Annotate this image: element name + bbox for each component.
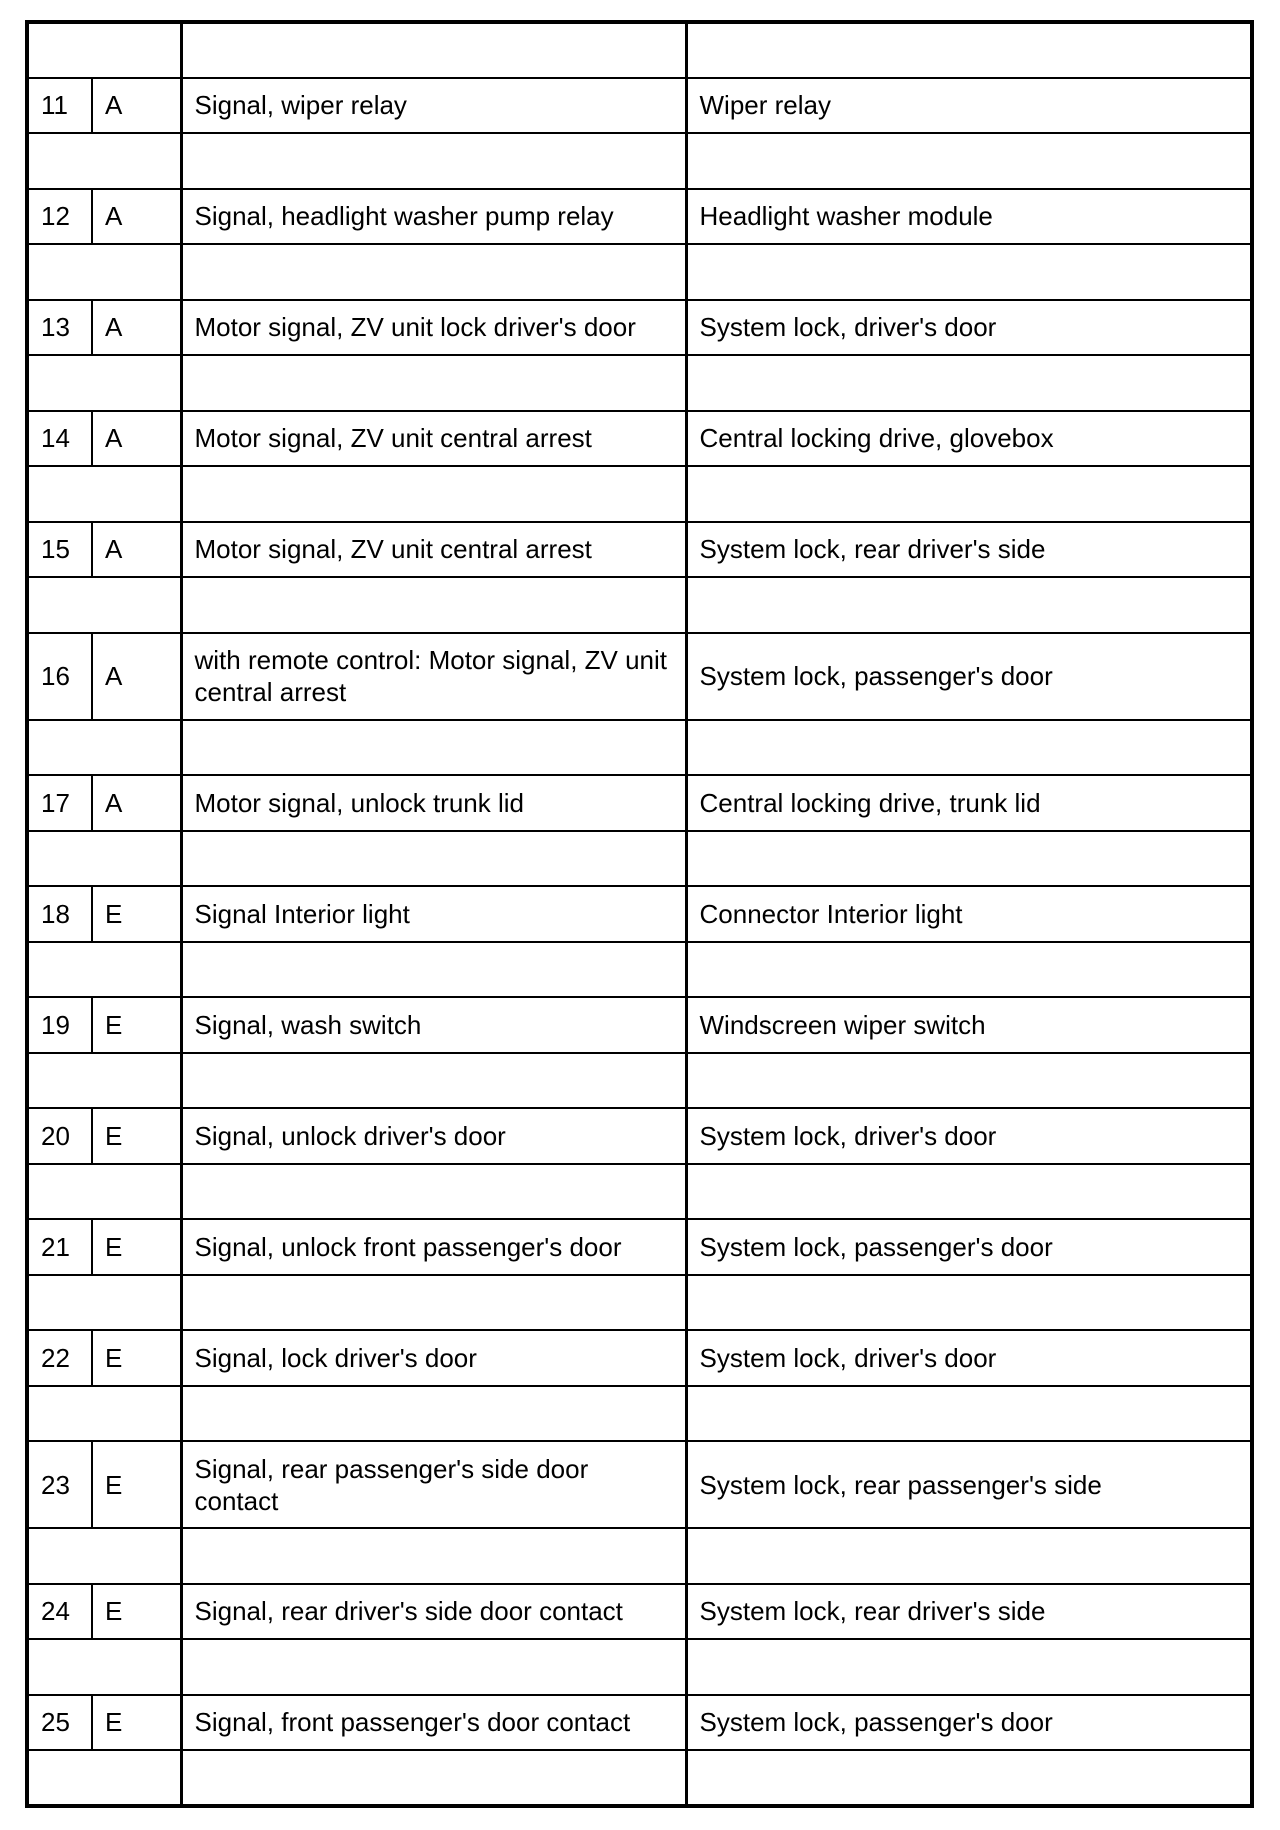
- signal-description-cell: [181, 1219, 686, 1275]
- pin-number-cell: [27, 997, 92, 1053]
- component-cell: [686, 1441, 1252, 1528]
- spacer-row: [27, 831, 1252, 887]
- spacer-cell: [181, 1528, 686, 1584]
- table-row: [27, 775, 1252, 831]
- signal-description-cell: [181, 522, 686, 578]
- spacer-cell: [686, 1275, 1252, 1331]
- spacer-cell: [27, 1750, 181, 1806]
- pin-type-cell-text: E: [105, 898, 123, 929]
- signal-description-cell-text: with remote control: Motor signal, ZV unit central arrest: [194, 645, 668, 707]
- spacer-cell: [27, 720, 181, 776]
- pin-number-cell: [27, 775, 92, 831]
- component-cell-text: Windscreen wiper switch: [699, 1009, 986, 1040]
- component-cell-text: System lock, rear passenger's side: [699, 1469, 1102, 1500]
- spacer-row: [27, 22, 1252, 78]
- spacer-row: [27, 133, 1252, 189]
- table-row: [27, 522, 1252, 578]
- spacer-cell: [27, 1639, 181, 1695]
- pin-number-cell-text: 24: [41, 1596, 70, 1627]
- pin-type-cell: [92, 997, 181, 1053]
- component-cell: [686, 1584, 1252, 1640]
- table-row: [27, 1330, 1252, 1386]
- pin-type-cell-text: A: [105, 312, 123, 343]
- pin-type-cell: [92, 78, 181, 134]
- spacer-row: [27, 466, 1252, 522]
- pin-type-cell-text: E: [105, 1596, 123, 1627]
- component-cell-text: System lock, passenger's door: [699, 1231, 1053, 1262]
- pin-number-cell: [27, 411, 92, 467]
- pin-number-cell: [27, 1219, 92, 1275]
- pin-type-cell-text: A: [105, 423, 123, 454]
- spacer-row: [27, 720, 1252, 776]
- component-cell: [686, 886, 1252, 942]
- pin-number-cell-text: 18: [41, 898, 70, 929]
- spacer-cell: [686, 831, 1252, 887]
- pin-type-cell: [92, 300, 181, 356]
- table-row: [27, 411, 1252, 467]
- pin-type-cell: [92, 1108, 181, 1164]
- signal-description-cell-text: Signal, headlight washer pump relay: [194, 201, 614, 232]
- table-row: [27, 1695, 1252, 1751]
- pin-number-cell: [27, 1108, 92, 1164]
- pin-type-cell: [92, 411, 181, 467]
- pin-assignment-table: [25, 20, 1254, 1808]
- pin-number-cell-text: 13: [41, 312, 70, 343]
- spacer-cell: [686, 355, 1252, 411]
- pin-number-cell: [27, 1441, 92, 1528]
- pin-type-cell: [92, 1695, 181, 1751]
- pin-number-cell: [27, 1695, 92, 1751]
- spacer-row: [27, 942, 1252, 998]
- pin-number-cell: [27, 1584, 92, 1640]
- component-cell-text: System lock, driver's door: [699, 1120, 997, 1151]
- pin-type-cell: [92, 886, 181, 942]
- component-cell: [686, 1219, 1252, 1275]
- spacer-cell: [27, 355, 181, 411]
- signal-description-cell-text: Signal, unlock front passenger's door: [194, 1231, 622, 1262]
- spacer-cell: [686, 1750, 1252, 1806]
- signal-description-cell: [181, 1441, 686, 1528]
- pin-type-cell-text: E: [105, 1469, 123, 1500]
- table-row: [27, 1219, 1252, 1275]
- component-cell: [686, 78, 1252, 134]
- component-cell: [686, 633, 1252, 720]
- spacer-row: [27, 1639, 1252, 1695]
- signal-description-cell-text: Signal Interior light: [194, 898, 410, 929]
- signal-description-cell-text: Signal, front passenger's door contact: [194, 1707, 631, 1738]
- table-row: [27, 1584, 1252, 1640]
- spacer-cell: [27, 1386, 181, 1442]
- spacer-row: [27, 1528, 1252, 1584]
- component-cell-text: Central locking drive, glovebox: [699, 423, 1054, 454]
- component-cell: [686, 1695, 1252, 1751]
- pin-number-cell-text: 22: [41, 1342, 70, 1373]
- pin-type-cell: [92, 1441, 181, 1528]
- pin-type-cell-text: A: [105, 661, 123, 691]
- component-cell: [686, 189, 1252, 245]
- spacer-cell: [27, 942, 181, 998]
- signal-description-cell-text: Signal, wiper relay: [194, 90, 407, 121]
- component-cell-text: System lock, driver's door: [699, 1342, 997, 1373]
- spacer-cell: [686, 1164, 1252, 1220]
- pin-number-cell-text: 20: [41, 1120, 70, 1151]
- spacer-cell: [181, 942, 686, 998]
- spacer-cell: [181, 133, 686, 189]
- pin-number-cell: [27, 78, 92, 134]
- component-cell-text: Central locking drive, trunk lid: [699, 787, 1041, 818]
- spacer-row: [27, 1164, 1252, 1220]
- spacer-cell: [686, 133, 1252, 189]
- signal-description-cell-text: Motor signal, ZV unit central arrest: [194, 534, 592, 565]
- pin-number-cell: [27, 886, 92, 942]
- table-row: [27, 633, 1252, 720]
- spacer-cell: [27, 133, 181, 189]
- spacer-cell: [27, 1053, 181, 1109]
- spacer-cell: [686, 720, 1252, 776]
- pin-type-cell: [92, 1219, 181, 1275]
- signal-description-cell-text: Signal, unlock driver's door: [194, 1120, 506, 1151]
- pin-type-cell-text: E: [105, 1342, 123, 1373]
- spacer-cell: [181, 1275, 686, 1331]
- spacer-cell: [181, 1750, 686, 1806]
- pin-number-cell-text: 16: [41, 661, 70, 691]
- signal-description-cell-text: Motor signal, unlock trunk lid: [194, 787, 524, 818]
- spacer-cell: [27, 831, 181, 887]
- spacer-row: [27, 1386, 1252, 1442]
- component-cell: [686, 997, 1252, 1053]
- pin-table-body: [27, 22, 1252, 1806]
- spacer-cell: [27, 244, 181, 300]
- spacer-row: [27, 355, 1252, 411]
- pin-type-cell-text: E: [105, 1009, 123, 1040]
- signal-description-cell-text: Signal, lock driver's door: [194, 1342, 477, 1373]
- spacer-row: [27, 577, 1252, 633]
- spacer-cell: [181, 1164, 686, 1220]
- spacer-cell: [27, 22, 181, 78]
- table-row: [27, 78, 1252, 134]
- signal-description-cell-text: Signal, rear driver's side door contact: [194, 1596, 623, 1627]
- signal-description-cell: [181, 1695, 686, 1751]
- component-cell: [686, 775, 1252, 831]
- spacer-cell: [181, 577, 686, 633]
- signal-description-cell: [181, 1108, 686, 1164]
- pin-type-cell-text: E: [105, 1231, 123, 1262]
- spacer-row: [27, 1750, 1252, 1806]
- component-cell-text: System lock, rear driver's side: [699, 1596, 1046, 1627]
- component-cell: [686, 522, 1252, 578]
- spacer-cell: [686, 942, 1252, 998]
- component-cell: [686, 300, 1252, 356]
- spacer-cell: [181, 1053, 686, 1109]
- pin-number-cell: [27, 300, 92, 356]
- component-cell-text: Wiper relay: [699, 90, 831, 121]
- pin-type-cell: [92, 633, 181, 720]
- pin-type-cell: [92, 775, 181, 831]
- table-row: [27, 886, 1252, 942]
- spacer-cell: [27, 1528, 181, 1584]
- pin-type-cell-text: A: [105, 787, 123, 818]
- signal-description-cell: [181, 886, 686, 942]
- spacer-cell: [181, 355, 686, 411]
- signal-description-cell: [181, 775, 686, 831]
- pin-number-cell: [27, 189, 92, 245]
- signal-description-cell-text: Motor signal, ZV unit central arrest: [194, 423, 592, 454]
- table-row: [27, 1108, 1252, 1164]
- pin-type-cell-text: A: [105, 534, 123, 565]
- table-row: [27, 300, 1252, 356]
- pin-number-cell-text: 14: [41, 423, 70, 454]
- component-cell-text: Headlight washer module: [699, 201, 993, 232]
- pin-number-cell: [27, 522, 92, 578]
- signal-description-cell: [181, 78, 686, 134]
- pin-number-cell: [27, 633, 92, 720]
- pin-number-cell-text: 21: [41, 1231, 70, 1262]
- component-cell: [686, 1108, 1252, 1164]
- spacer-cell: [27, 577, 181, 633]
- spacer-cell: [686, 22, 1252, 78]
- pin-number-cell-text: 12: [41, 201, 70, 232]
- table-row: [27, 189, 1252, 245]
- signal-description-cell-text: Signal, wash switch: [194, 1009, 422, 1040]
- spacer-cell: [686, 466, 1252, 522]
- pin-number-cell: [27, 1330, 92, 1386]
- component-cell: [686, 411, 1252, 467]
- signal-description-cell: [181, 300, 686, 356]
- pin-number-cell-text: 15: [41, 534, 70, 565]
- pin-number-cell-text: 25: [41, 1707, 70, 1738]
- spacer-cell: [686, 577, 1252, 633]
- spacer-cell: [27, 1164, 181, 1220]
- pin-number-cell-text: 11: [41, 90, 68, 121]
- pin-number-cell-text: 17: [41, 787, 70, 818]
- spacer-cell: [27, 466, 181, 522]
- spacer-cell: [686, 1386, 1252, 1442]
- signal-description-cell-text: Signal, rear passenger's side door contact: [194, 1453, 589, 1516]
- spacer-cell: [686, 1528, 1252, 1584]
- component-cell-text: System lock, driver's door: [699, 312, 997, 343]
- spacer-cell: [181, 831, 686, 887]
- table-row: [27, 997, 1252, 1053]
- spacer-cell: [686, 1053, 1252, 1109]
- signal-description-cell: [181, 1584, 686, 1640]
- pin-number-cell-text: 23: [41, 1469, 70, 1500]
- signal-description-cell: [181, 633, 686, 720]
- spacer-cell: [27, 1275, 181, 1331]
- signal-description-cell: [181, 189, 686, 245]
- spacer-cell: [181, 1639, 686, 1695]
- spacer-row: [27, 1053, 1252, 1109]
- component-cell-text: System lock, passenger's door: [699, 661, 1053, 691]
- signal-description-cell-text: Motor signal, ZV unit lock driver's door: [194, 312, 636, 343]
- spacer-cell: [181, 244, 686, 300]
- component-cell: [686, 1330, 1252, 1386]
- pin-type-cell-text: A: [105, 90, 123, 121]
- spacer-cell: [181, 720, 686, 776]
- spacer-cell: [686, 244, 1252, 300]
- spacer-row: [27, 244, 1252, 300]
- pin-type-cell-text: E: [105, 1707, 123, 1738]
- spacer-cell: [181, 466, 686, 522]
- pin-type-cell-text: E: [105, 1120, 123, 1151]
- pin-type-cell: [92, 1584, 181, 1640]
- pin-type-cell: [92, 189, 181, 245]
- spacer-cell: [181, 22, 686, 78]
- pin-number-cell-text: 19: [41, 1009, 70, 1040]
- signal-description-cell: [181, 997, 686, 1053]
- signal-description-cell: [181, 1330, 686, 1386]
- spacer-row: [27, 1275, 1252, 1331]
- spacer-cell: [181, 1386, 686, 1442]
- component-cell-text: System lock, rear driver's side: [699, 534, 1046, 565]
- component-cell-text: System lock, passenger's door: [699, 1707, 1053, 1738]
- pin-type-cell-text: A: [105, 201, 123, 232]
- pin-type-cell: [92, 1330, 181, 1386]
- signal-description-cell: [181, 411, 686, 467]
- table-row: [27, 1441, 1252, 1528]
- component-cell-text: Connector Interior light: [699, 898, 963, 929]
- pin-type-cell: [92, 522, 181, 578]
- spacer-cell: [686, 1639, 1252, 1695]
